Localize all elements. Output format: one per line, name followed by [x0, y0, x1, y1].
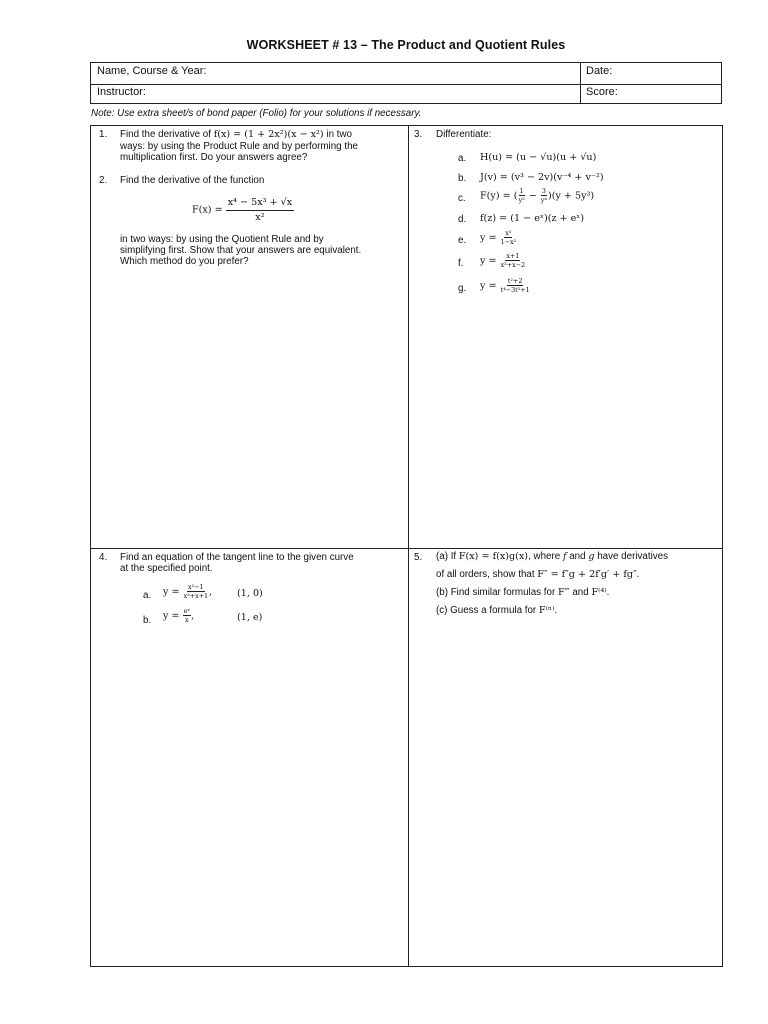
problem-1-line3: multiplication first. Do your answers agree?	[120, 152, 308, 163]
problem-3g-lhs: y =	[480, 280, 497, 292]
problem-4b-den: x	[185, 616, 189, 625]
problem-2-fraction	[226, 198, 294, 222]
problem-5b-and: and	[572, 587, 589, 598]
problem-3e-expression	[480, 230, 517, 246]
problem-5-number: 5.	[414, 552, 423, 563]
problem-3f-label: f.	[458, 258, 464, 269]
problem-2-number: 2.	[99, 175, 108, 186]
name-course-year-label: Name, Course & Year:	[97, 65, 207, 77]
problem-3d-expression: f(z) = (1 − eˣ)(z + eˣ)	[480, 213, 585, 224]
problem-3f-fraction	[500, 253, 527, 269]
problem-5a-text1: (a) If	[436, 551, 457, 562]
problem-3b-expression: J(v) = (v³ − 2v)(v⁻⁴ + v⁻²)	[480, 172, 604, 183]
problem-4a-den: x²+x+1	[183, 592, 209, 601]
problem-3c-den-2: y⁴	[540, 196, 547, 205]
problem-3g-den: t⁴−3t²+1	[500, 286, 530, 295]
problem-2-line1: in two ways: by using the Quotient Rule and by	[120, 234, 324, 245]
problem-4-line1: Find an equation of the tangent line to the given curve	[120, 552, 354, 563]
problem-1-expression: f(x) = (1 + 2x²)(x − x²)	[213, 129, 324, 140]
problem-3b-label: b.	[458, 173, 467, 184]
problem-4b-num: eˣ	[183, 607, 191, 615]
problem-3f-den: x³+x−2	[500, 261, 526, 270]
problem-5c-expr: F⁽ⁿ⁾	[538, 605, 555, 616]
problem-2-function	[192, 198, 294, 222]
problem-3f-expression	[480, 253, 526, 269]
problem-3g-expression	[480, 278, 531, 294]
header-column-divider	[580, 63, 581, 103]
problem-1-text	[120, 129, 352, 140]
problem-3c-lhs: F(y) = (	[480, 190, 518, 202]
problem-5a-and: and	[569, 551, 586, 562]
problem-3e-den: 1−x²	[500, 238, 517, 247]
problem-3g-label: g.	[458, 283, 467, 294]
problem-3a-expression: H(u) = (u − √u)(u + √u)	[480, 152, 597, 163]
score-label: Score:	[586, 86, 618, 98]
problem-5a-expr2: F″ = f″g + 2f′g′ + fg″	[537, 569, 637, 580]
problem-3c-fraction-2	[540, 188, 548, 204]
problem-3d-label: d.	[458, 214, 467, 225]
problem-4a-point: (1, 0)	[237, 588, 263, 599]
problem-5a-g: g	[588, 551, 595, 562]
problem-3c-label: c.	[458, 193, 466, 204]
problem-4a-expression: y = $\frac{\text{x²−1}}{\text{x²+x+1}}$ ,	[163, 583, 213, 601]
worksheet-title: WORKSHEET # 13 – The Product and Quotient Rules	[246, 38, 566, 52]
problem-3-text: Differentiate:	[436, 129, 492, 140]
problem-3g-num: t²+2	[507, 277, 523, 285]
grid-horizontal-divider	[91, 548, 722, 549]
problem-4a-label: a.	[143, 590, 152, 601]
problem-3a-label: a.	[458, 153, 467, 164]
problem-3c-den-1: y²	[518, 196, 525, 205]
problem-5b-line	[436, 587, 609, 598]
problem-5b-text: (b) Find similar formulas for	[436, 587, 556, 598]
problem-3f-lhs: y =	[480, 255, 497, 267]
problem-5c-text: (c) Guess a formula for	[436, 605, 537, 616]
problem-5b-end: .	[606, 587, 610, 598]
problem-3g-fraction	[500, 278, 531, 294]
problem-5c-end: .	[554, 605, 558, 616]
problem-2-lhs: F(x) =	[192, 204, 223, 216]
problem-4b-lhs: y =	[163, 610, 180, 622]
problem-5a-text3: have derivatives	[597, 551, 669, 562]
instructor-label: Instructor:	[97, 86, 146, 98]
problem-4-line2: at the specified point.	[120, 563, 213, 574]
problem-3e-fraction	[500, 230, 518, 246]
problem-3c-expression	[480, 188, 594, 204]
problem-4a-fraction	[183, 584, 210, 600]
problem-1-text-end: in two	[326, 129, 352, 140]
problem-5b-expr1: F‴	[557, 587, 570, 598]
problem-5a-f: f	[562, 551, 567, 562]
grid-vertical-divider	[408, 126, 409, 966]
problem-5a-text2: , where	[528, 551, 561, 562]
problem-grid	[90, 125, 723, 967]
problem-3e-label: e.	[458, 235, 467, 246]
problem-3c-rhs: )(y + 5y³)	[547, 190, 595, 202]
problem-4b-fraction	[183, 608, 192, 624]
problem-3c-num-1: 1	[519, 187, 524, 195]
problem-5a-expr1: F(x) = f(x)g(x)	[458, 551, 529, 562]
problem-5a-line1	[436, 551, 668, 562]
problem-5b-expr2: F⁽⁴⁾	[591, 587, 607, 598]
problem-4a-lhs: y =	[163, 586, 180, 598]
problem-3e-num: x³	[505, 229, 512, 237]
header-table	[90, 62, 722, 104]
problem-2-numerator: x⁴ − 5x³ + √x	[226, 198, 294, 211]
problem-4b-label: b.	[143, 615, 152, 626]
problem-4b-point: (1, e)	[237, 612, 263, 623]
problem-2-line3: Which method do you prefer?	[120, 256, 249, 267]
problem-3-number: 3.	[414, 129, 423, 140]
header-divider	[91, 84, 721, 85]
problem-5a-line2	[436, 569, 639, 580]
problem-5a-line2-text: of all orders, show that	[436, 569, 535, 580]
problem-2-line2: simplifying first. Show that your answers are equivalent.	[120, 245, 362, 256]
problem-1-number: 1.	[99, 129, 108, 140]
problem-2-denominator: x²	[255, 211, 265, 223]
problem-3e-lhs: y =	[480, 232, 497, 244]
problem-3c-minus: −	[525, 190, 540, 202]
problem-4b-expression: y = $\frac{\text{eˣ}}{x}$ ,	[163, 607, 195, 625]
problem-5c-line	[436, 605, 557, 616]
problem-3c-num-2: 3	[541, 187, 546, 195]
date-label: Date:	[586, 65, 613, 77]
problem-4a-num: x²−1	[188, 583, 204, 591]
problem-1-line2: ways: by using the Product Rule and by performing the	[120, 141, 358, 152]
problem-5a-end: .	[636, 569, 640, 580]
problem-1-text-start: Find the derivative of	[120, 129, 211, 140]
note: Note: Use extra sheet/s of bond paper (Folio) for your solutions if necessary.	[91, 108, 422, 119]
problem-3c-fraction-1	[517, 188, 525, 204]
problem-2-text: Find the derivative of the function	[120, 175, 265, 186]
problem-3f-num: x+1	[506, 252, 520, 260]
problem-4-number: 4.	[99, 552, 108, 563]
